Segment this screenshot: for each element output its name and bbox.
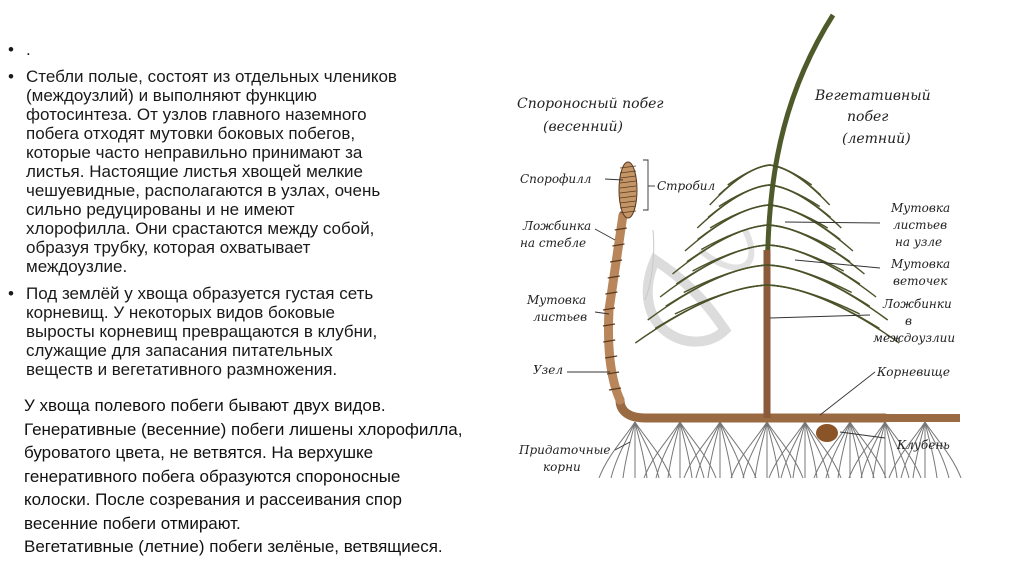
bullet-marker: • — [8, 40, 14, 59]
label-sporophyll: Спорофилл — [520, 172, 592, 186]
description-paragraph — [24, 394, 524, 559]
bullet-line: междоузлие. — [26, 257, 128, 276]
branch — [719, 165, 770, 195]
bullet-line: Под землёй у хвоща образуется густая сеть — [26, 284, 374, 303]
bullet-line: веществ и вегетативного размножения. — [26, 360, 338, 379]
veg-shoot-stem — [767, 15, 833, 418]
label-strobil: Стробил — [657, 179, 716, 193]
paragraph-line: У хвоща полевого побеги бывают двух видов. — [24, 396, 386, 415]
label-roots: Придаточные — [519, 443, 611, 457]
label-grooves-2: в — [905, 314, 912, 328]
root-strand — [680, 422, 716, 478]
paragraph-line: Вегетативные (летние) побеги зелёные, ветвящиеся. — [24, 537, 443, 556]
label-roots-2: корни — [543, 460, 581, 474]
branch — [770, 165, 830, 205]
bullet-line: листья. Настоящие листья хвощей мелкие — [26, 162, 363, 181]
label-rhizome: Корневище — [877, 365, 951, 379]
branch — [710, 165, 770, 205]
bullet-marker: • — [8, 67, 14, 86]
bullet-line: которые часто неправильно принимают за — [26, 143, 363, 162]
veg-shoot-title-2: побег — [847, 109, 889, 125]
branch — [687, 225, 769, 262]
bullet-line: корневищ. У некоторых видов боковые — [26, 303, 335, 322]
bullet-line: хлорофилла. Они срастаются между собой, — [26, 219, 375, 238]
label-false-leaf: Ложбинка — [523, 219, 592, 233]
root-strand — [644, 422, 680, 478]
root-strand — [731, 422, 767, 478]
branch — [708, 185, 769, 217]
paragraph-line: Генеративные (весенние) побеги лишены хлорофилла, — [24, 419, 463, 439]
paragraph-line: весенние побеги отмирают. — [24, 513, 241, 533]
watermark-shape — [648, 260, 725, 342]
horsetail-diagram — [505, 0, 1020, 574]
paragraph-line: колоски. После созревания и рассеивания спор — [24, 490, 402, 509]
tuber — [816, 424, 838, 442]
bullet-line: выросты корневищ превращаются в клубни, — [26, 322, 378, 341]
bullet-line: образуя трубку, которая охватывает — [26, 238, 311, 257]
label-node-whorl: Мутовка — [891, 201, 951, 215]
veg-shoot-title: Вегетативный — [815, 88, 931, 104]
label-node-whorl-2: листьев — [893, 218, 948, 232]
label-grooves-3: междоузлии — [873, 331, 956, 345]
root-strand — [684, 422, 720, 478]
label-node-whorl-3: на узле — [895, 235, 943, 249]
root-strand — [720, 422, 756, 478]
label-false-leaf-2: на стебле — [520, 236, 587, 250]
bullet-text: . — [26, 40, 31, 59]
label-node: Узел — [533, 363, 563, 377]
rhizome — [620, 400, 885, 418]
bullet-line: сильно редуцированы и не имеют — [26, 200, 295, 219]
paragraph-line: генеративного побега образуются спороносные — [24, 466, 401, 486]
bullet-item — [8, 40, 448, 59]
veg-shoot-subtitle: (летний) — [842, 131, 911, 147]
label-branch-whorl: Мутовка — [891, 257, 951, 271]
spore-shoot-subtitle: (весенний) — [543, 119, 623, 135]
spore-shoot-title: Спороносный побег — [517, 96, 664, 112]
strobil — [619, 162, 637, 218]
label-grooves: Ложбинки — [883, 297, 952, 311]
branch — [769, 185, 830, 217]
bullet-list — [8, 40, 448, 387]
branch — [767, 285, 879, 329]
bullet-line: побега отходят мутовки боковых побегов, — [26, 124, 356, 143]
bullet-line: (междоузлий) и выполняют функцию — [26, 86, 317, 105]
bullet-item — [8, 284, 448, 379]
bullet-line: фотосинтеза. От узлов главного наземного — [26, 105, 367, 124]
bullet-line: чешуевидные, располагаются в узлах, очень — [26, 181, 381, 200]
paragraph-line: буроватого цвета, не ветвятся. На верхушке — [24, 443, 374, 462]
bullet-item — [8, 67, 448, 276]
label-leaf-whorl-2: листьев — [533, 310, 588, 324]
label-tuber: Клубень — [897, 438, 950, 452]
bullet-line: служащие для запасания питательных — [26, 341, 333, 360]
root-strand — [635, 422, 671, 478]
branch — [768, 265, 870, 306]
bullet-line: Стебли полые, состоят из отдельных члеников — [26, 67, 397, 86]
bullet-marker: • — [8, 284, 14, 303]
label-branch-whorl-2: веточек — [893, 274, 948, 288]
label-leaf-whorl: Мутовка — [527, 293, 587, 307]
